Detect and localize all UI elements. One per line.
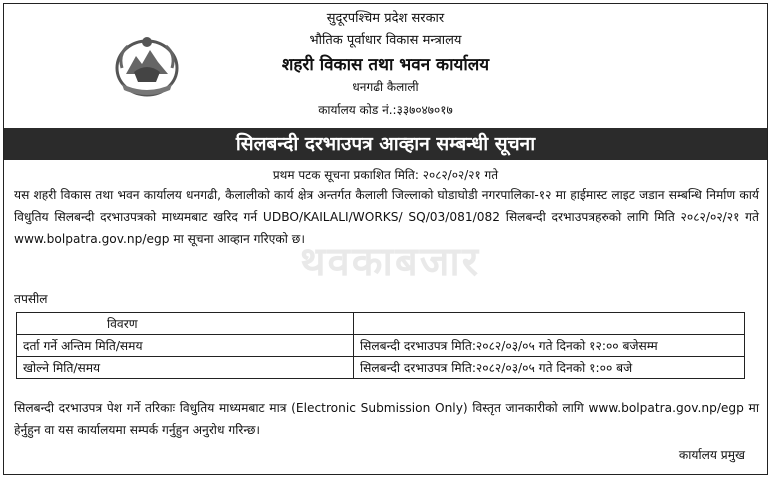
ministry-name: भौतिक पूर्वाधार विकास मन्त्रालय xyxy=(309,33,462,48)
table-row xyxy=(17,335,745,357)
watermark: थवकाबजार xyxy=(300,239,481,285)
office-location: धनगढी कैलाली xyxy=(352,80,419,94)
notice-body: यस शहरी विकास तथा भवन कार्यालय धनगढी, कैलालीको कार्य क्षेत्र अन्तर्गत कैलाली जिल्लाको घोडाघोडी नगरपालिका-१२ मा हाईमास्ट लाइट जडान सम्बन्धि निर्माण कार्य विधुतिय सिलबन्दी दरभाउपत्रको माध्यमबाट खरिद गर्न UDBO/KAILALI/WORKS/ SQ/03/081/082 सिलबन्दी दरभाउपत्रहरुको लागि मिति २०८२/०२/२१ गते www.bolpatra.gov.np/egp मा सूचना आव्हान गरिएको छ। xyxy=(14,188,759,246)
row-label: दर्ता गर्ने अन्तिम मिति/समय xyxy=(17,335,354,357)
office-code: कार्यालय कोड नं.:३३७०४७०१७ xyxy=(318,103,453,117)
row-label: खोल्ने मिति/समय xyxy=(17,357,354,379)
office-name: शहरी विकास तथा भवन कार्यालय xyxy=(281,55,490,75)
table-header-empty xyxy=(354,313,745,335)
province-government: सुदूरपश्चिम प्रदेश सरकार xyxy=(326,11,445,26)
submission-instructions: सिलबन्दी दरभाउपत्र पेश गर्ने तरिकाः विधुतिय माध्यमबाट मात्र (Electronic Submission Only) विस्तृत जानकारीको लागि www.bolpatra.gov.np/egp मा हेर्नुहुन वा यस कार्यालयमा सम्पर्क गर्नुहुन अनुरोध गरिन्छ। xyxy=(14,401,759,437)
notice-title: सिलबन्दी दरभाउपत्र आव्हान सम्बन्धी सूचना xyxy=(4,128,767,160)
table-row xyxy=(17,357,745,379)
row-value: सिलबन्दी दरभाउपत्र मिति:२०८२/०३/०५ गते दिनको १२:०० बजेसम्म xyxy=(354,335,745,357)
details-label: तपसील xyxy=(14,292,48,306)
publish-date: प्रथम पटक सूचना प्रकाशित मिति: २०८२/०२/२१ गते xyxy=(272,168,499,182)
table-header: विवरण xyxy=(17,313,354,335)
table-header-row xyxy=(17,313,745,335)
details-table xyxy=(16,312,745,379)
signature: कार्यालय प्रमुख xyxy=(678,448,745,462)
row-value: सिलबन्दी दरभाउपत्र मिति:२०८२/०३/०५ गते दिनको १:०० बजे xyxy=(354,357,745,379)
